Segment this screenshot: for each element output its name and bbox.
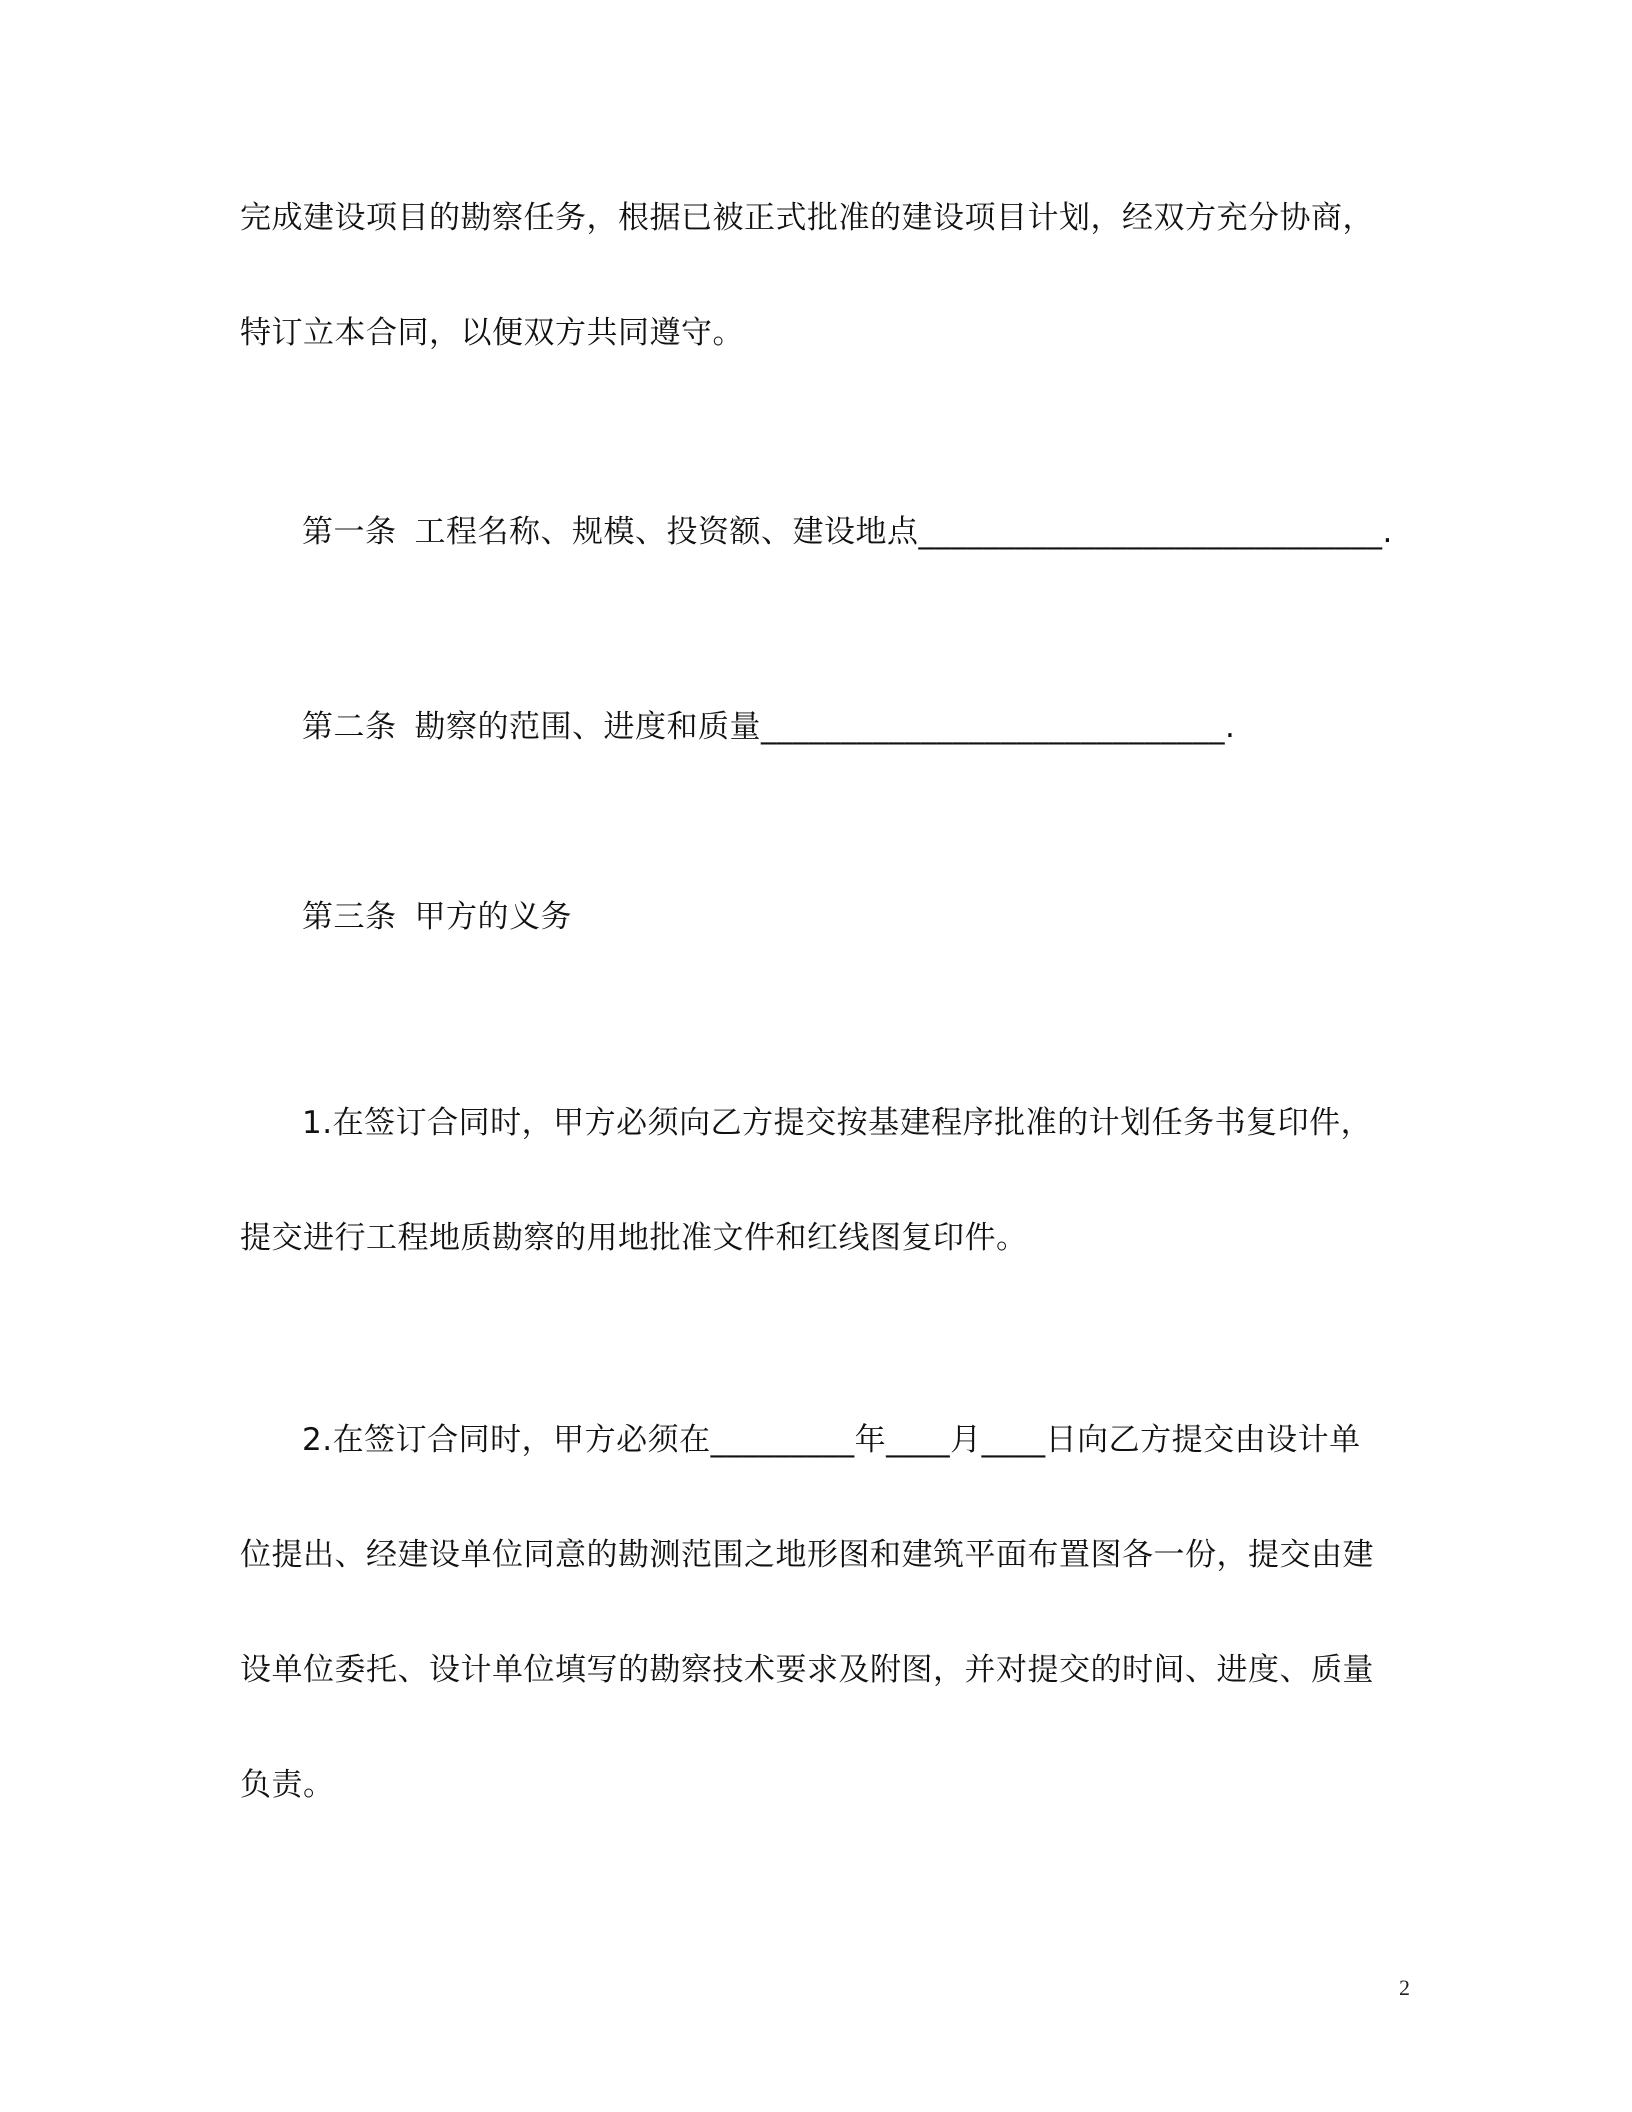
article-label: 第一条 <box>302 514 397 550</box>
article-text: 甲方的义务 <box>414 899 572 935</box>
item-2-line-2: 位提出、经建设单位同意的勘测范围之地形图和建筑平面布置图各一份，提交由建 <box>240 1537 1374 1573</box>
article-label: 第二条 <box>302 709 397 745</box>
text-line: 完成建设项目的勘察任务，根据已被正式批准的建设项目计划，经双方充分协商， <box>240 200 1374 236</box>
article-text: 勘察的范围、进度和质量_____________________________. <box>414 709 1236 745</box>
article-2 <box>302 707 1462 747</box>
item-2-line-4: 负责。 <box>240 1767 335 1803</box>
article-label: 第三条 <box>302 899 397 935</box>
item-2-line-1: 2.在签订合同时，甲方必须在_________年____月____日向乙方提交由设计单 <box>302 1422 1361 1458</box>
item-1-line-2: 提交进行工程地质勘察的用地批准文件和红线图复印件。 <box>240 1220 1028 1256</box>
item-1-line-1: 1.在签订合同时，甲方必须向乙方提交按基建程序批准的计划任务书复印件， <box>302 1105 1373 1141</box>
article-text: 工程名称、规模、投资额、建设地点_____________________________. <box>414 514 1393 550</box>
item-2-line-3: 设单位委托、设计单位填写的勘察技术要求及附图，并对提交的时间、进度、质量 <box>240 1652 1374 1688</box>
article-1 <box>302 512 1462 552</box>
page-number: 2 <box>1399 1975 1410 2000</box>
article-3 <box>302 897 1462 937</box>
text-line: 特订立本合同，以便双方共同遵守。 <box>240 315 744 351</box>
